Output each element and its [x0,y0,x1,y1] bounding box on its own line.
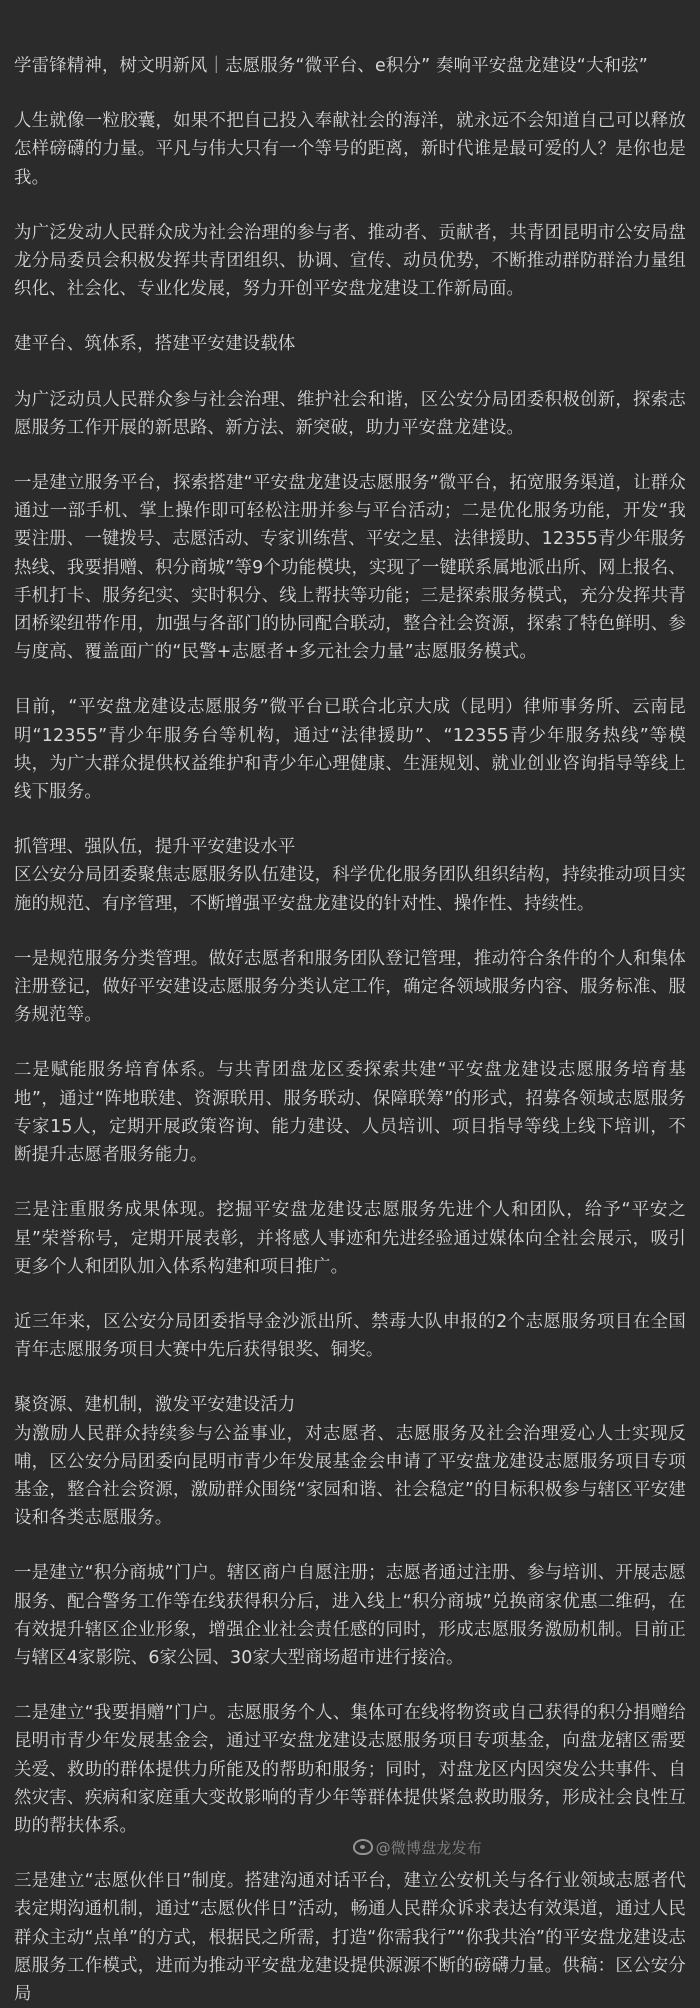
resources-paragraph-1: 为激励人民群众持续参与公益事业，对志愿者、志愿服务及社会治理爱心人士实现反哺，区公安分局团委向昆明市青少年发展基金会申请了平安盘龙建设志愿服务项目专项基金，整合社会资源，激励群众围绕“家园和谐、社会稳定”的目标积极参与辖区平安建设和各类志愿服务。 [14,1423,686,1529]
platform-paragraph-2: 一是建立服务平台，探索搭建“平安盘龙建设志愿服务”微平台，拓宽服务渠道，让群众通过一部手机、掌上操作即可轻松注册并参与平台活动；二是优化服务功能，开发“我要注册、一键拨号、志愿活动、专家训练营、平安之星、法律援助、12355青少年服务热线、我要捐赠、积分商城”等9个功能模块，实现了一键联系属地派出所、网上报名、手机打卡、服务纪实、实时积分、线上帮扶等功能；三是探索服务模式，充分发挥共青团桥梁纽带作用，加强与各部门的协同配合联动，整合社会资源，探索了特色鲜明、参与度高、覆盖面广的“民警+志愿者+多元社会力量”志愿服务模式。 [14,473,686,663]
management-paragraph-4: 三是注重服务成果体现。挖掘平安盘龙建设志愿服务先进个人和团队，给予“平安之星”荣誉称号，定期开展表彰，并将感人事迹和先进经验通过媒体向全社会展示，吸引更多个人和团队加入体系构建和项目推广。 [14,1200,686,1277]
watermark [353,1838,482,1858]
weibo-icon [353,1839,373,1855]
management-paragraph-3: 二是赋能服务培育体系。与共青团盘龙区委探索共建“平安盘龙建设志愿服务培育基地”，通过“阵地联建、资源联用、服务联动、保障联筹”的形式，招募各领域志愿服务专家15人，定期开展政策咨询、能力建设、人员培训、项目指导等线上线下培训，不断提升志愿者服务能力。 [14,1060,686,1166]
article-title: 学雷锋精神，树文明新风｜志愿服务“微平台、e积分” 奏响平安盘龙建设“大和弦” [14,56,648,76]
management-paragraph-5: 近三年来，区公安分局团委指导金沙派出所、禁毒大队申报的2个志愿服务项目在全国青年志愿服务项目大赛中先后获得银奖、铜奖。 [14,1311,686,1361]
platform-paragraph-3: 目前，“平安盘龙建设志愿服务”微平台已联合北京大成（昆明）律师事务所、云南昆明“12355”青少年服务台等机构，通过“法律援助”、“12355青少年服务热线”等模块，为广大群众提供权益维护和青少年心理健康、生涯规划、就业创业咨询指导等线上线下服务。 [14,697,686,803]
management-paragraph-1: 区公安分局团委聚焦志愿服务队伍建设，科学优化服务团队组织结构，持续推动项目实施的规范、有序管理，不断增强平安盘龙建设的针对性、操作性、持续性。 [14,865,686,914]
resources-paragraph-4: 三是建立“志愿伙伴日”制度。搭建沟通对话平台，建立公安机关与各行业领域志愿者代表定期沟通机制，通过“志愿伙伴日”活动，畅通人民群众诉求表达有效渠道，通过人民群众主动“点单”的方式，根据民之所需，打造“你需我行”“你我共治”的平安盘龙建设志愿服务工作模式，进而为推动平安盘龙建设提供源源不断的磅礴力量。供稿：区公安分局 [14,1871,686,2004]
section-heading-resources: 聚资源、建机制，激发平安建设活力 [14,1395,296,1416]
resources-paragraph-3: 二是建立“我要捐赠”门户。志愿服务个人、集体可在线将物资或自己获得的积分捐赠给昆明市青少年发展基金会，通过平安盘龙建设志愿服务项目专项基金，向盘龙辖区需要关爱、救助的群体提供力所能及的帮助和服务；同时，对盘龙区内因突发公共事件、自然灾害、疾病和家庭重大变故影响的青少年等群体提供紧急救助服务，形成社会良性互助的帮扶体系。 [14,1703,686,1836]
management-paragraph-2: 一是规范服务分类管理。做好志愿者和服务团队登记管理，推动符合条件的个人和集体注册登记，做好平安建设志愿服务分类认定工作，确定各领域服务内容、服务标准、服务规范等。 [14,948,686,1026]
intro-paragraph: 人生就像一粒胶囊，如果不把自己投入奉献社会的海洋，就永远不会知道自己可以释放怎样磅礴的力量。平凡与伟大只有一个等号的距离，新时代谁是最可爱的人？是你也是我。 [14,111,686,188]
platform-paragraph-1: 为广泛动员人民群众参与社会治理、维护社会和谐，区公安分局团委积极创新，探索志愿服务工作开展的新思路、新方法、新突破，助力平安盘龙建设。 [14,389,686,438]
watermark-text: @微博盘龙发布 [375,1839,482,1857]
background-paragraph: 为广泛发动人民群众成为社会治理的参与者、推动者、贡献者，共青团昆明市公安局盘龙分局委员会积极发挥共青团组织、协调、宣传、动员优势，不断推动群防群治力量组织化、社会化、专业化发展，努力开创平安盘龙建设工作新局面。 [14,222,686,300]
resources-paragraph-2: 一是建立“积分商城”门户。辖区商户自愿注册；志愿者通过注册、参与培训、开展志愿服务、配合警务工作等在线获得积分后，进入线上“积分商城”兑换商家优惠二维码，在有效提升辖区企业形象，增强企业社会责任感的同时，形成志愿服务激励机制。目前正与辖区4家影院、6家公园、30家大型商场超市进行接洽。 [14,1563,686,1668]
section-heading-platform: 建平台、筑体系，搭建平安建设载体 [14,334,296,355]
section-heading-management: 抓管理、强队伍，提升平安建设水平 [14,837,296,858]
